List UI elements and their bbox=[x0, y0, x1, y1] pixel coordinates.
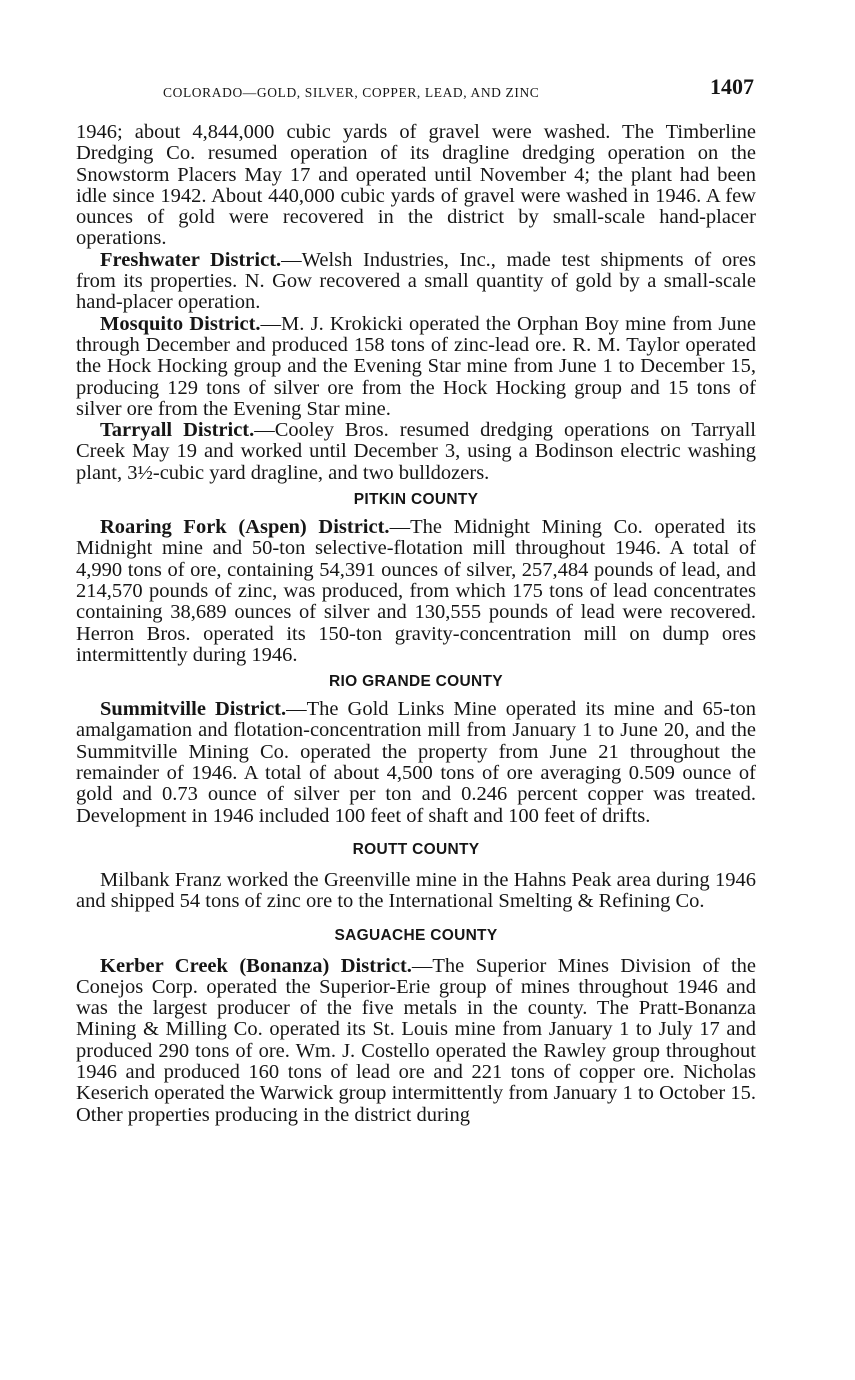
paragraph bbox=[76, 420, 756, 484]
paragraph-text: —The Midnight Mining Co. operated its Midnight mine and 50-ton selective-flotation mill throughout 1946. A total of 4,990 tons of ore, containing 54,391 ounces of silver, 257,484 pounds of lead, and 214,570 pounds of zinc, was produced, from which 175 tons of lead concentrates containing 38,689 ounces of silver and 130,555 pounds of lead were recovered. Herron Bros. operated its 150-ton gravity-concentration mill on dump ores intermittently during 1946. bbox=[76, 516, 757, 666]
paragraph-text: —The Superior Mines Division of the Conejos Corp. operated the Superior-Erie group of mines throughout 1946 and was the largest producer of the five metals in the county. The Pratt-Bonanza Mining & Milling Co. operated its St. Louis mine from January 1 to July 17 and produced 290 tons of ore. Wm. J. Costello operated the Rawley group throughout 1946 and produced 160 tons of lead ore and 221 tons of copper ore. Nicholas Keserich operated the Warwick group intermittently from January 1 to October 15. Other properties producing in the district during bbox=[76, 954, 756, 1126]
paragraph-text: —Cooley Bros. resumed dredging operations on Tarryall Creek May 19 and worked until December 3, using a Bodinson electric washing plant, 3½-cubic yard dragline, and two bulldozers. bbox=[76, 419, 757, 484]
paragraph-text: Milbank Franz worked the Greenville mine in the Hahns Peak area during 1946 and shipped 54 tons of zinc ore to the International Smelting & Refining Co. bbox=[76, 868, 756, 913]
paragraph bbox=[76, 956, 756, 1126]
paragraph bbox=[76, 699, 756, 827]
page-number: 1407 bbox=[710, 74, 754, 99]
paragraph bbox=[76, 122, 756, 250]
section-heading-rio-grande-county: RIO GRANDE COUNTY bbox=[329, 673, 503, 691]
district-name: Roaring Fork (Aspen) District. bbox=[100, 516, 390, 539]
district-name: Kerber Creek (Bonanza) District. bbox=[100, 954, 412, 977]
paragraph-text: 1946; about 4,844,000 cubic yards of gravel were washed. The Timberline Dredging Co. resumed operation of its dragline dredging operation on the Snowstorm Placers May 17 and operated until November 4; the plant had been idle since 1942. About 440,000 cubic yards of gravel were washed in 1946. A few ounces of gold were recovered in the district by small-scale hand-placer operations. bbox=[76, 121, 756, 250]
running-title: COLORADO—GOLD, SILVER, COPPER, LEAD, AND ZINC bbox=[163, 85, 540, 100]
paragraph-text: —M. J. Krokicki operated the Orphan Boy mine from June through December and produced 158 tons of zinc-lead ore. R. M. Taylor operated the Hock Hocking group and the Evening Star mine from June 1 to December 15, producing 129 tons of silver ore from the Hock Hocking group and 15 tons of silver ore from the Evening Star mine. bbox=[76, 312, 756, 420]
running-head bbox=[76, 76, 756, 106]
document-body bbox=[76, 122, 756, 1126]
paragraph bbox=[76, 870, 756, 913]
section-heading-pitkin-county: PITKIN COUNTY bbox=[353, 491, 479, 509]
paragraph-text: —Welsh Industries, Inc., made test shipments of ores from its properties. N. Gow recovered a small quantity of gold by a small-scale hand-placer operation. bbox=[76, 248, 756, 314]
district-name: Tarryall District. bbox=[100, 419, 255, 442]
paragraph bbox=[76, 314, 756, 420]
section-heading-routt-county: ROUTT COUNTY bbox=[352, 840, 480, 858]
paragraph bbox=[76, 517, 756, 666]
document-page bbox=[76, 76, 756, 1126]
paragraph bbox=[76, 250, 756, 314]
district-name: Summitville District. bbox=[100, 698, 287, 721]
paragraph-text: —The Gold Links Mine operated its mine and 65-ton amalgamation and flotation-concentration mill from January 1 to June 20, and the Summitville Mining Co. operated the property from June 21 throughout the remainder of 1946. A total of about 4,500 tons of ore averaging 0.509 ounce of gold and 0.73 ounce of silver per ton and 0.246 percent copper was treated. Development in 1946 included 100 feet of shaft and 100 feet of drifts. bbox=[76, 698, 756, 827]
district-name: Freshwater District. bbox=[100, 248, 282, 271]
section-heading-saguache-county: SAGUACHE COUNTY bbox=[334, 926, 498, 944]
district-name: Mosquito District. bbox=[100, 312, 261, 335]
